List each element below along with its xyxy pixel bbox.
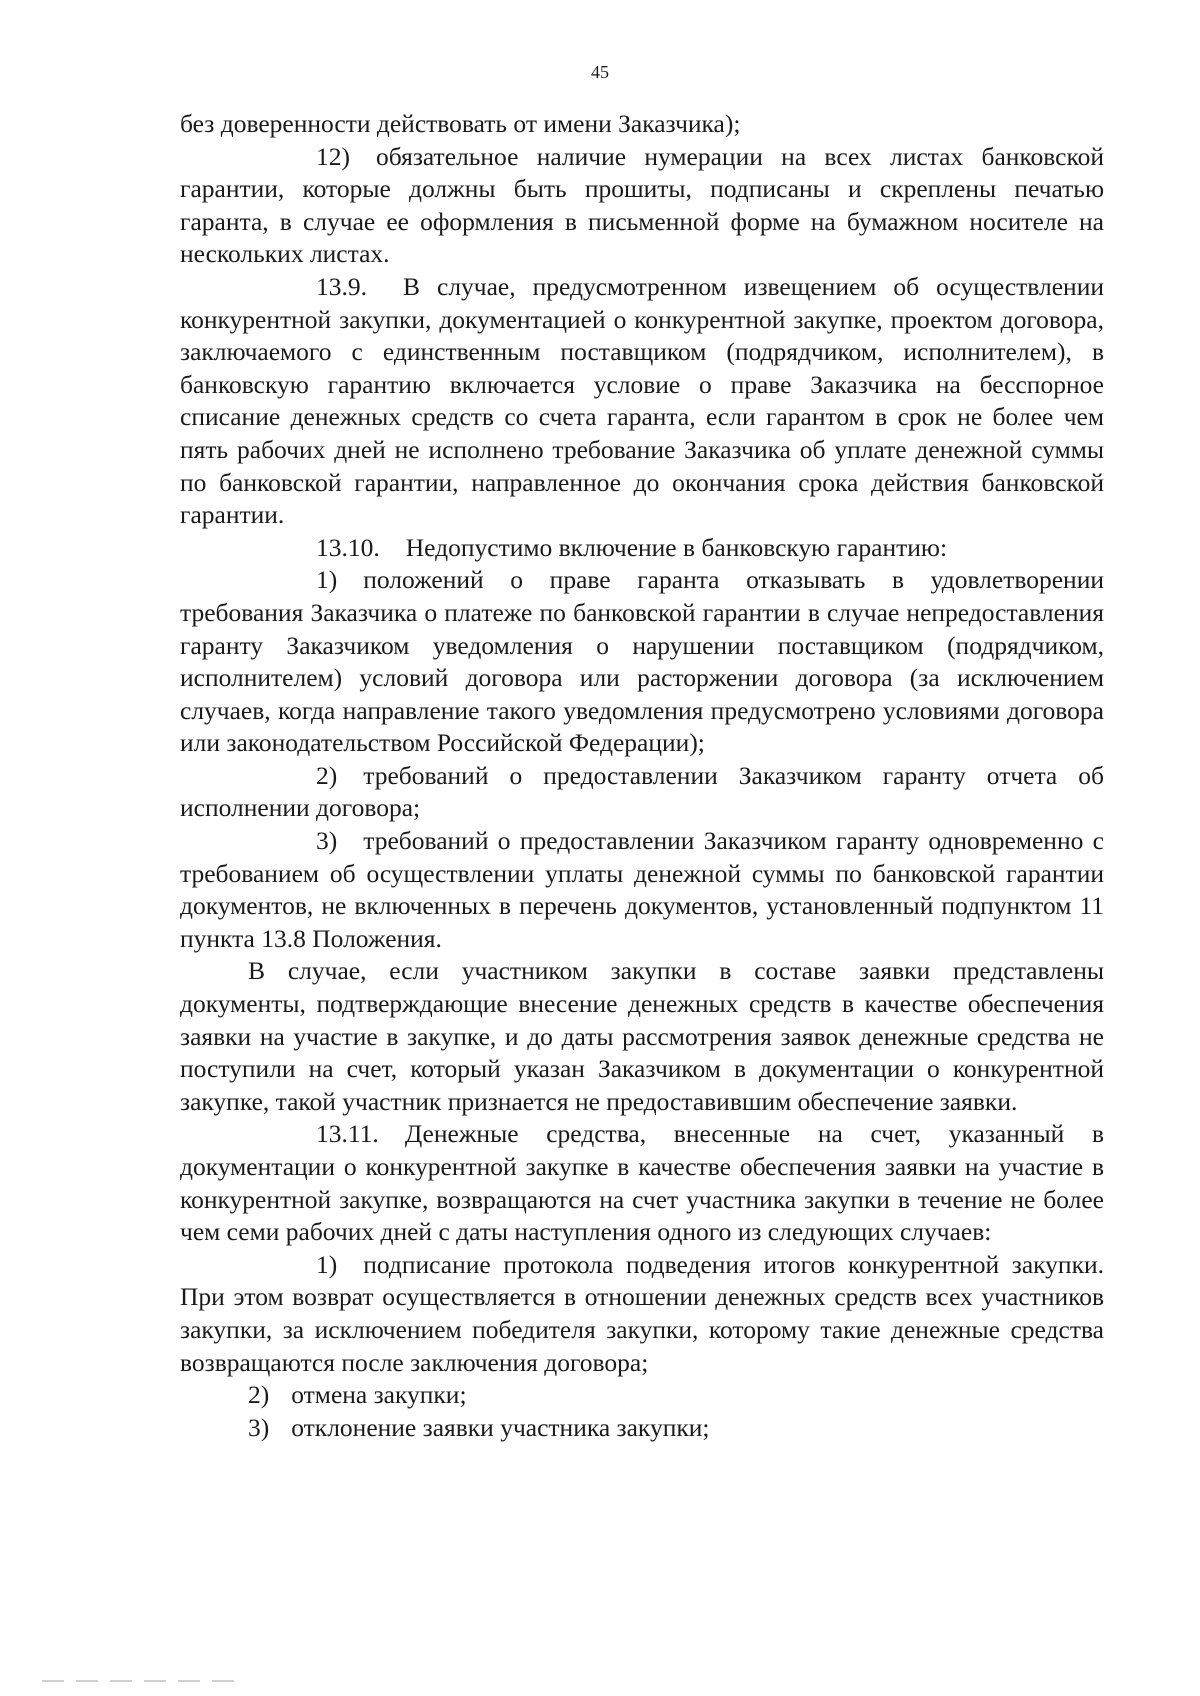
paragraph-text: В случае, если участником закупки в составе заявки представлены документы, подтверждающие внесение денежных средств в качестве обеспечения заявки на участие в закупке, и до даты рассмотрения заявок денежные средства не поступили на счет, который указан Заказчиком в документации о конкурентной закупке, такой участник признается не предоставившим обеспечение заявки.: [180, 956, 1104, 1116]
paragraph-continuation: [180, 108, 1104, 141]
clause-13-11: [180, 1118, 1104, 1248]
paragraph-text: без доверенности действовать от имени Заказчика);: [180, 109, 741, 138]
item-number: 3): [248, 1412, 270, 1442]
list-item-1: [180, 564, 1104, 760]
clause-13-9: [180, 271, 1104, 532]
list-item-12: [180, 141, 1104, 271]
clause-text: Денежные средства, внесенные на счет, указанный в документации о конкурентной закупке в качестве обеспечения заявки на участие в конкурентной закупке, возвращаются на счет участника закупки в течение не более чем семи рабочих дней с даты наступления одного из следующих случаев:: [180, 1119, 1104, 1247]
clause-number: 13.11.: [316, 1119, 379, 1149]
item-number: 12): [316, 141, 350, 171]
clause-13-10: [180, 532, 1104, 565]
list-item-3-return: [180, 1412, 1104, 1445]
list-item-2: [180, 760, 1104, 825]
paragraph-security-deposit: [180, 955, 1104, 1118]
item-number: 1): [316, 565, 338, 595]
item-text: положений о праве гаранта отказывать в удовлетворении требования Заказчика о платеже по банковской гарантии в случае непредоставления гаранту Заказчиком уведомления о нарушении поставщиком (подрядчиком, исполнителем) условий договора или расторжении договора (за исключением случаев, когда направление такого уведомления предусмотрено условиями договора или законодательством Российской Федерации);: [180, 565, 1104, 758]
clause-text: В случае, предусмотренном извещением об осуществлении конкурентной закупки, документацией о конкурентной закупке, проектом договора, заключаемого с единственным поставщиком (подрядчиком, исполнителем), в банковскую гарантию включается условие о праве Заказчика на бесспорное списание денежных средств со счета гаранта, если гарантом в срок не более чем пять рабочих дней не исполнено требование Заказчика об уплате денежной суммы по банковской гарантии, направленное до окончания срока действия банковской гарантии.: [180, 271, 1104, 530]
clause-number: 13.10.: [316, 532, 380, 562]
item-text: требований о предоставлении Заказчиком гаранту одновременно с требованием об осуществлении уплаты денежной суммы по банковской гарантии документов, не включенных в перечень документов, установленный подпунктом 11 пункта 13.8 Положения.: [180, 826, 1104, 953]
item-number: 3): [316, 826, 338, 856]
item-number: 1): [316, 1249, 338, 1279]
item-text: обязательное наличие нумерации на всех листах банковской гарантии, которые должны быть прошиты, подписаны и скреплены печатью гаранта, в случае ее оформления в письменной форме на бумажном носителе на нескольких листах.: [180, 141, 1104, 269]
item-number: 2): [248, 1380, 270, 1410]
clause-text: Недопустимо включение в банковскую гарантию:: [405, 532, 948, 562]
item-text: отмена закупки;: [291, 1380, 467, 1410]
list-item-3: [180, 825, 1104, 955]
scan-artifact-dashes: [42, 1680, 242, 1682]
item-number: 2): [316, 760, 338, 790]
list-item-2-return: [180, 1379, 1104, 1412]
clause-number: 13.9.: [316, 271, 367, 301]
item-text: требований о предоставлении Заказчиком гаранту отчета об исполнении договора;: [180, 760, 1104, 823]
item-text: подписание протокола подведения итогов конкурентной закупки. При этом возврат осуществляется в отношении денежных средств всех участников закупки, за исключением победителя закупки, которому такие денежные средства возвращаются после заключения договора;: [180, 1249, 1104, 1377]
item-text: отклонение заявки участника закупки;: [291, 1412, 710, 1442]
document-body: [180, 108, 1104, 1444]
list-item-1-return: [180, 1249, 1104, 1379]
page-number: 45: [591, 62, 609, 82]
